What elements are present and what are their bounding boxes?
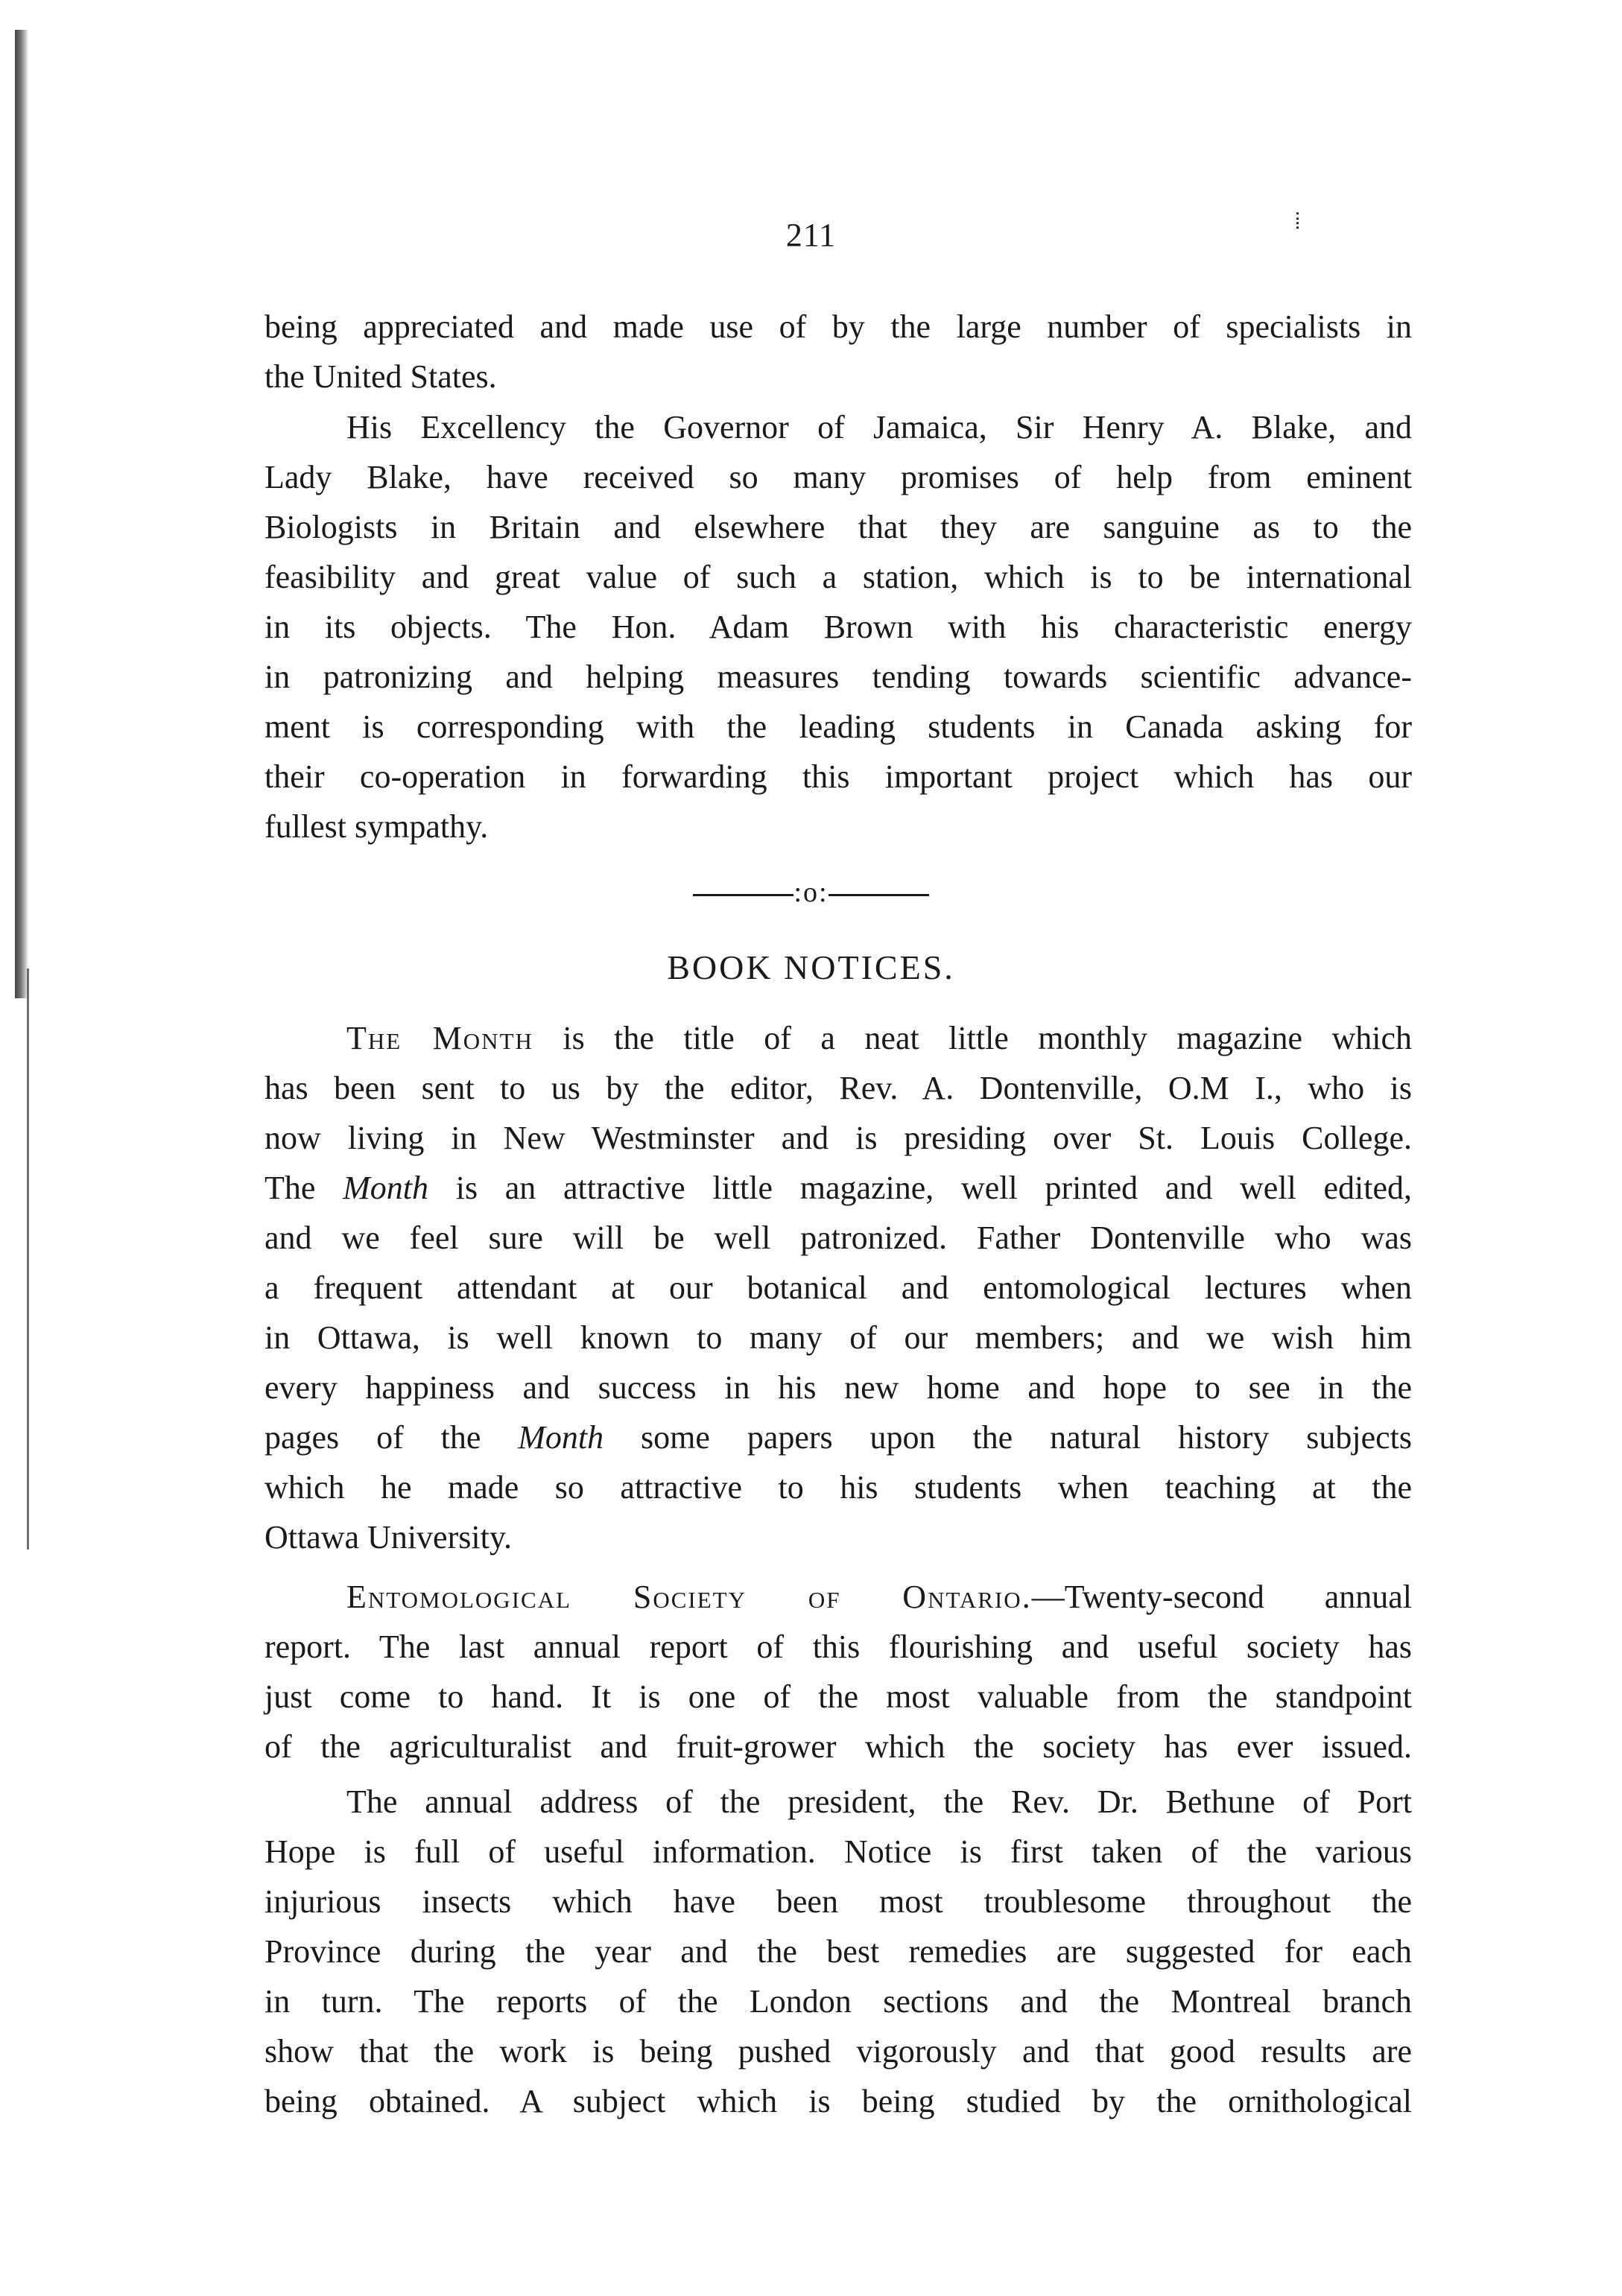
binding-edge-shadow [15,30,28,998]
text-line: a frequent attendant at our botanical and entomological lectures when [264,1269,1412,1306]
text-line-content: His Excellency the Governor of Jamaica, Sir Henry A. Blake, and [346,409,1412,445]
text-line: injurious insects which have been most troublesome throughout the [264,1883,1412,1920]
text-line: Lady Blake, have received so many promises of help from eminent [264,459,1412,495]
text-line: in turn. The reports of the London sections and the Montreal branch [264,1983,1412,2020]
text-line-content: The annual address of the president, the Rev. Dr. Bethune of Port [346,1783,1412,1820]
text-line-content: is an attractive little magazine, well printed and well edited, [428,1170,1413,1206]
text-line: feasibility and great value of such a station, which is to be international [264,559,1412,595]
paragraph-annual-address [264,1777,1412,2126]
text-line: in patronizing and helping measures tending towards scientific advance- [264,659,1412,695]
binding-edge-line [27,968,29,1550]
text-line: report. The last annual report of this flourishing and useful society has [264,1629,1412,1665]
notice-lead: The Month [346,1020,533,1056]
text-line: being appreciated and made use of by the large number of specialists in [264,308,1412,345]
text-line-content: some papers upon the natural history subjects [604,1419,1412,1456]
paragraph-continuation [264,302,1412,402]
text-line: in its objects. The Hon. Adam Brown with his characteristic energy [264,609,1412,645]
text-line: Hope is full of useful information. Notice is first taken of the various [264,1833,1412,1870]
text-line: now living in New Westminster and is presiding over St. Louis College. [264,1120,1412,1156]
page-number: 211 [785,217,837,253]
magazine-title: Month [518,1419,604,1456]
text-line [264,1013,1412,1063]
text-line: show that the work is being pushed vigorously and that good results are [264,2033,1412,2070]
notice-the-month [264,1013,1412,1562]
text-line: ment is corresponding with the leading students in Canada asking for [264,708,1412,745]
text-line [264,1163,1412,1213]
text-line: the United States. [264,358,497,395]
magazine-title: Month [343,1170,429,1206]
text-line [264,1777,1412,1827]
text-line-content: The [264,1170,343,1206]
text-line: has been sent to us by the editor, Rev. A. Dontenville, O.M I., who is [264,1070,1412,1106]
text-line [264,402,1412,452]
text-line: which he made so attractive to his students when teaching at the [264,1469,1412,1506]
notice-lead: Entomological Society of Ontario. [346,1579,1032,1615]
text-line: every happiness and success in his new home and hope to see in the [264,1369,1412,1406]
section-separator [0,876,1622,909]
text-line-content: —Twenty-second annual [1031,1579,1413,1615]
text-line: being obtained. A subject which is being studied by the ornithological [264,2083,1412,2119]
paragraph-jamaica-station [264,402,1412,852]
section-heading: BOOK NOTICES. [667,948,955,986]
text-line: fullest sympathy. [264,808,489,845]
text-line-content: pages of the [264,1419,519,1456]
separator-rule-right [829,894,929,896]
text-line: and we feel sure will be well patronized. Father Dontenville who was [264,1220,1412,1256]
text-line: Province during the year and the best remedies are suggested for each [264,1933,1412,1970]
separator-rule-left [693,894,793,896]
separator-mark: :o: [793,877,829,908]
text-line-content: is the title of a neat little monthly magazine which [533,1020,1412,1056]
text-line: of the agriculturalist and fruit-grower which the society has ever issued. [264,1728,1412,1765]
text-line [264,1412,1412,1462]
text-line: their co-operation in forwarding this important project which has our [264,758,1412,795]
text-line: in Ottawa, is well known to many of our members; and we wish him [264,1319,1412,1356]
text-line [264,1572,1412,1622]
text-line: just come to hand. It is one of the most valuable from the standpoint [264,1678,1412,1715]
notice-entomological-society [264,1572,1412,1772]
text-line: Biologists in Britain and elsewhere that they are sanguine as to the [264,509,1412,545]
text-line: Ottawa University. [264,1519,512,1555]
